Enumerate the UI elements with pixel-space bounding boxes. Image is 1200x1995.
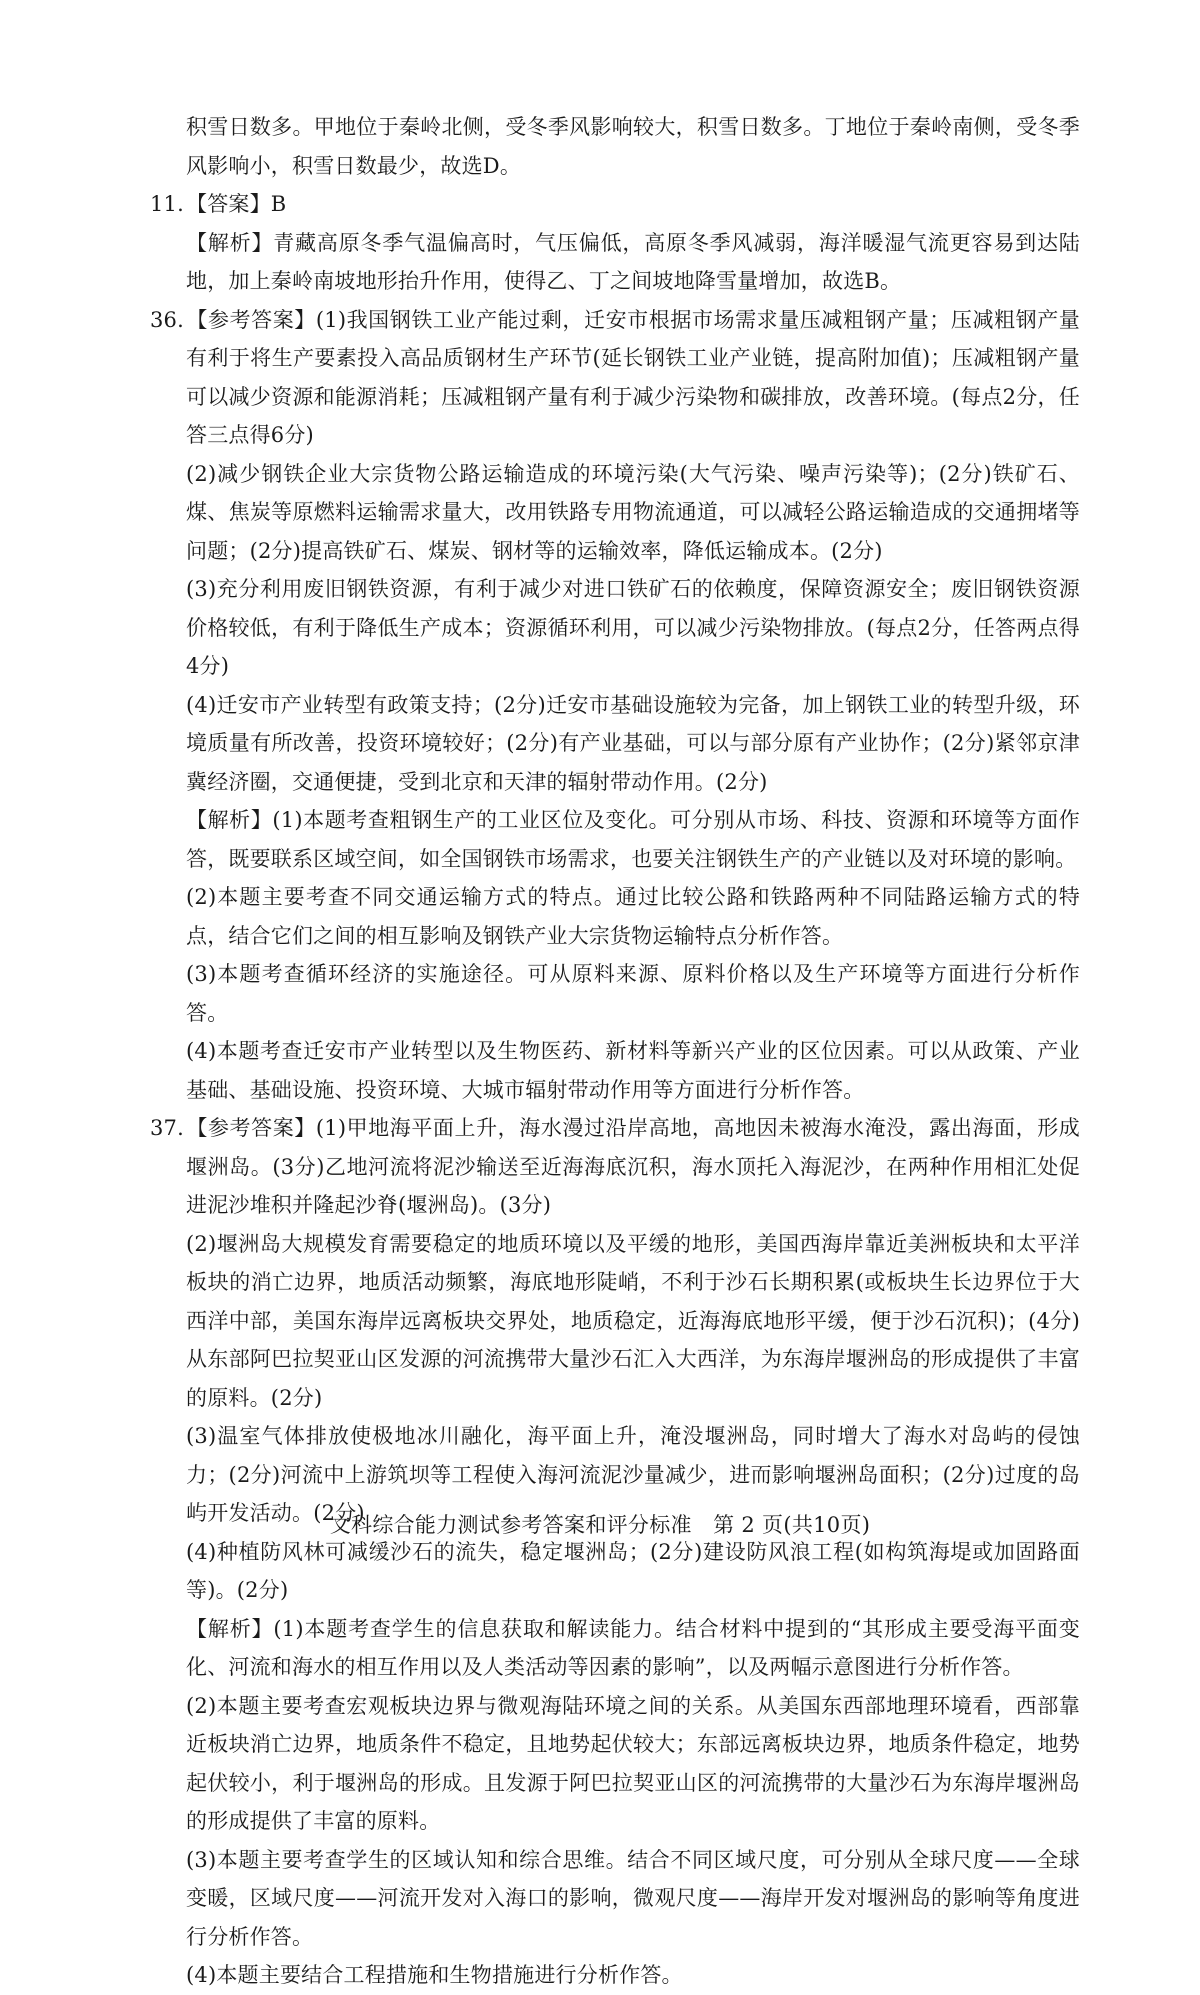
paragraph-text: (4)种植防风林可减缓沙石的流失，稳定堰洲岛；(2分)建设防风浪工程(如构筑海堤或加固路面等)。(2分) xyxy=(186,1539,1080,1602)
paragraph-text: (3)本题主要考查学生的区域认知和综合思维。结合不同区域尺度，可分别从全球尺度——全球变暖，区域尺度——河流开发对入海口的影响，微观尺度——海岸开发对堰洲岛的影响等角度进行分析作答。 xyxy=(186,1847,1080,1949)
paragraph-text: (2)减少钢铁企业大宗货物公路运输造成的环境污染(大气污染、噪声污染等)；(2分)铁矿石、煤、焦炭等原燃料运输需求量大，改用铁路专用物流通道，可以减轻公路运输造成的交通拥堵等问题；(2分)提高铁矿石、煤炭、钢材等的运输效率，降低运输成本。(2分) xyxy=(186,461,1080,563)
paragraph xyxy=(150,801,1080,878)
paragraph xyxy=(150,1956,1080,1995)
paragraph-text: 【参考答案】(1)我国钢铁工业产能过剩，迁安市根据市场需求量压减粗钢产量；压减粗钢产量有利于将生产要素投入高品质钢材生产环节(延长钢铁工业产业链，提高附加值)；压减粗钢产量可以减少资源和能源消耗；压减粗钢产量有利于减少污染物和碳排放，改善环境。(每点2分，任答三点得6分) xyxy=(186,307,1080,447)
paragraph xyxy=(150,686,1080,802)
question-number: 37. xyxy=(150,1116,184,1140)
paragraph xyxy=(150,1610,1080,1687)
paragraph-text: (4)本题考查迁安市产业转型以及生物医药、新材料等新兴产业的区位因素。可以从政策、产业基础、基础设施、投资环境、大城市辐射带动作用等方面进行分析作答。 xyxy=(186,1039,1080,1102)
page-footer: 文科综合能力测试参考答案和评分标准 第 2 页(共10页) xyxy=(329,1513,871,1537)
paragraph-text: (3)充分利用废旧钢铁资源，有利于减少对进口铁矿石的依赖度，保障资源安全；废旧钢铁资源价格较低，有利于降低生产成本；资源循环利用，可以减少污染物排放。(每点2分，任答两点得4分) xyxy=(186,577,1080,678)
paragraph-text: (3)温室气体排放使极地冰川融化，海平面上升，淹没堰洲岛，同时增大了海水对岛屿的侵蚀力；(2分)河流中上游筑坝等工程使入海河流泥沙量减少，进而影响堰洲岛面积；(2分)过度的岛屿开发活动。(2分) xyxy=(186,1424,1080,1525)
paragraph xyxy=(150,455,1080,571)
paragraph xyxy=(150,301,1080,455)
paragraph xyxy=(150,1032,1080,1109)
paragraph-text: 【解析】(1)本题考查学生的信息获取和解读能力。结合材料中提到的“其形成主要受海平面变化、河流和海水的相互作用以及人类活动等因素的影响”，以及两幅示意图进行分析作答。 xyxy=(186,1616,1080,1679)
answer-key-body xyxy=(150,108,1080,1995)
paragraph xyxy=(150,1841,1080,1957)
paragraph xyxy=(150,955,1080,1032)
question-number: 36. xyxy=(150,307,184,332)
paragraph xyxy=(150,1225,1080,1418)
paragraph-text: 【参考答案】(1)甲地海平面上升，海水漫过沿岸高地，高地因未被海水淹没，露出海面，形成堰洲岛。(3分)乙地河流将泥沙输送至近海海底沉积，海水顶托入海泥沙，在两种作用相汇处促进泥沙堆积并隆起沙脊(堰洲岛)。(3分) xyxy=(186,1116,1080,1217)
paragraph-text: 积雪日数多。甲地位于秦岭北侧，受冬季风影响较大，积雪日数多。丁地位于秦岭南侧，受冬季风影响小，积雪日数最少，故选D。 xyxy=(186,115,1080,178)
paragraph-text: (2)堰洲岛大规模发育需要稳定的地质环境以及平缓的地形，美国西海岸靠近美洲板块和太平洋板块的消亡边界，地质活动频繁，海底地形陡峭，不利于沙石长期积累(或板块生长边界位于大西洋中部，美国东海岸远离板块交界处，地质稳定，近海海底地形平缓，便于沙石沉积)；(4分)从东部阿巴拉契亚山区发源的河流携带大量沙石汇入大西洋，为东海岸堰洲岛的形成提供了丰富的原料。(2分) xyxy=(186,1231,1080,1410)
paragraph-text: 【答案】B xyxy=(186,192,287,216)
paragraph-text: (2)本题主要考查宏观板块边界与微观海陆环境之间的关系。从美国东西部地理环境看，西部靠近板块消亡边界，地质条件不稳定，且地势起伏较大；东部远离板块边界，地质条件稳定，地势起伏较小，利于堰洲岛的形成。且发源于阿巴拉契亚山区的河流携带的大量沙石为东海岸堰洲岛的形成提供了丰富的原料。 xyxy=(186,1693,1080,1833)
paragraph xyxy=(150,185,1080,224)
paragraph xyxy=(150,224,1080,301)
paragraph xyxy=(150,1533,1080,1610)
paragraph xyxy=(150,878,1080,955)
paragraph xyxy=(150,570,1080,686)
paragraph xyxy=(150,1109,1080,1225)
paragraph-text: (3)本题考查循环经济的实施途径。可从原料来源、原料价格以及生产环境等方面进行分析作答。 xyxy=(186,962,1080,1025)
question-number: 11. xyxy=(150,192,184,216)
paragraph-text: (4)迁安市产业转型有政策支持；(2分)迁安市基础设施较为完备，加上钢铁工业的转型升级，环境质量有所改善，投资环境较好；(2分)有产业基础，可以与部分原有产业协作；(2分)紧邻京津冀经济圈，交通便捷，受到北京和天津的辐射带动作用。(2分) xyxy=(186,692,1080,794)
paragraph-text: 【解析】(1)本题考查粗钢生产的工业区位及变化。可分别从市场、科技、资源和环境等方面作答，既要联系区域空间，如全国钢铁市场需求，也要关注钢铁生产的产业链以及对环境的影响。 xyxy=(186,808,1080,871)
paragraph xyxy=(150,108,1080,185)
paragraph-text: (2)本题主要考查不同交通运输方式的特点。通过比较公路和铁路两种不同陆路运输方式的特点，结合它们之间的相互影响及钢铁产业大宗货物运输特点分析作答。 xyxy=(186,885,1080,948)
paragraph-text: (4)本题主要结合工程措施和生物措施进行分析作答。 xyxy=(186,1963,683,1987)
paragraph-text: 【解析】青藏高原冬季气温偏高时，气压偏低，高原冬季风减弱，海洋暖湿气流更容易到达陆地，加上秦岭南坡地形抬升作用，使得乙、丁之间坡地降雪量增加，故选B。 xyxy=(186,230,1080,293)
paragraph xyxy=(150,1687,1080,1841)
